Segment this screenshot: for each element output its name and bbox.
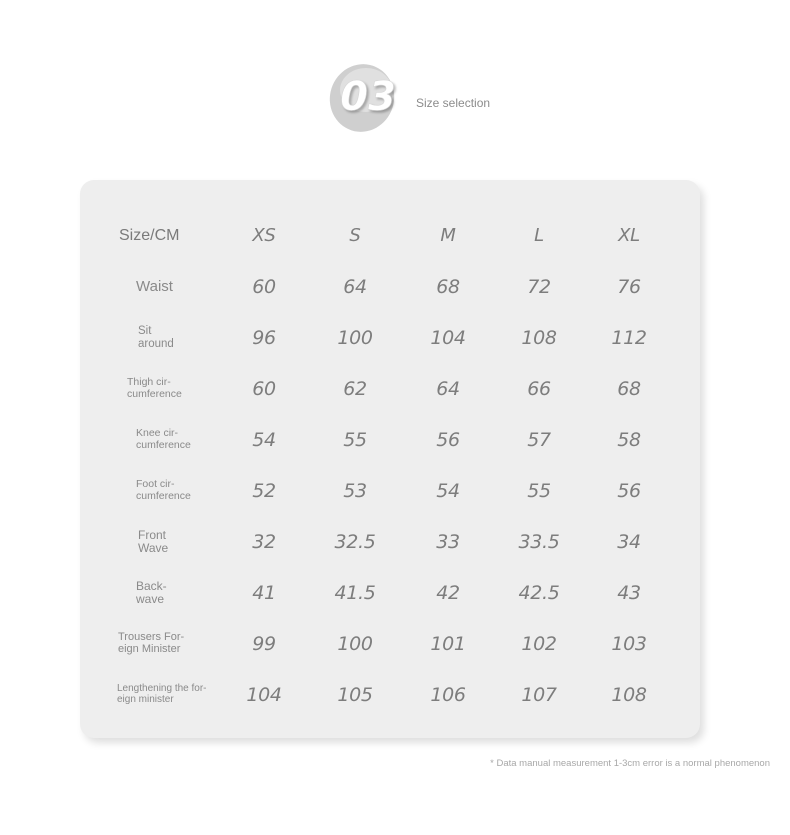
size-value-l: 108 (521, 326, 557, 349)
size-value-xl: 76 (617, 275, 641, 298)
size-value-xs: 52 (252, 479, 276, 502)
size-header-row (80, 210, 700, 261)
row-label-line: around (138, 337, 174, 350)
size-value-xl: 108 (611, 683, 647, 706)
table-row (80, 516, 700, 567)
row-label (138, 516, 168, 567)
row-label (118, 618, 184, 669)
size-value-m: 33 (436, 530, 460, 553)
size-value-xs: 60 (252, 275, 276, 298)
row-label-line: cumference (136, 489, 191, 502)
size-header-xl: XL (618, 225, 640, 246)
size-value-l: 33.5 (518, 530, 560, 553)
size-value-xs: 54 (252, 428, 276, 451)
size-value-l: 57 (527, 428, 551, 451)
row-label-line: Trousers For- (118, 630, 185, 643)
size-value-m: 106 (430, 683, 466, 706)
size-value-xs: 99 (252, 632, 276, 655)
row-label (117, 669, 207, 720)
row-label-text (117, 684, 207, 705)
size-value-xl: 103 (611, 632, 647, 655)
section-number-badge (324, 60, 410, 132)
size-value-s: 100 (337, 632, 373, 655)
size-value-m: 56 (436, 428, 460, 451)
measurement-footnote: * Data manual measurement 1-3cm error is a normal phenomenon (490, 758, 770, 769)
size-header-m: M (440, 225, 456, 246)
size-value-xs: 104 (246, 683, 282, 706)
row-label-line: eign Minister (118, 642, 181, 655)
table-row (80, 465, 700, 516)
size-header-s: S (349, 225, 361, 246)
size-value-s: 53 (343, 479, 367, 502)
row-label (136, 567, 167, 618)
size-value-l: 42.5 (518, 581, 560, 604)
size-value-m: 42 (436, 581, 460, 604)
row-label-text (136, 580, 167, 605)
size-value-xs: 41 (252, 581, 276, 604)
table-row (80, 669, 700, 720)
row-label (127, 363, 182, 414)
row-label-text (136, 428, 191, 450)
size-value-m: 68 (436, 275, 460, 298)
size-value-s: 41.5 (334, 581, 376, 604)
size-value-xs: 32 (252, 530, 276, 553)
row-label-text (138, 325, 174, 349)
row-label-line: Back- (136, 578, 167, 593)
row-label (138, 312, 174, 363)
row-label (136, 261, 173, 312)
corner-label-text: Size/CM (119, 226, 180, 244)
size-value-s: 100 (337, 326, 373, 349)
size-value-l: 55 (527, 479, 551, 502)
row-label-line: eign minister (117, 693, 174, 705)
size-value-s: 105 (337, 683, 373, 706)
row-label-line: Thigh cir- (127, 376, 171, 389)
size-value-l: 66 (527, 377, 551, 400)
size-header-l: L (534, 225, 544, 246)
row-label-text (138, 529, 168, 554)
size-value-xs: 60 (252, 377, 276, 400)
section-title: Size selection (416, 96, 491, 110)
size-value-xl: 58 (617, 428, 641, 451)
row-label-line: cumference (136, 438, 191, 451)
size-value-l: 107 (521, 683, 557, 706)
section-header (320, 56, 520, 140)
corner-label (119, 210, 179, 261)
table-row (80, 414, 700, 465)
row-label-line: Knee cir- (136, 427, 179, 440)
size-value-xl: 112 (611, 326, 647, 349)
row-label-text (127, 377, 182, 399)
row-label-line: Lengthening the for- (117, 683, 207, 694)
section-number-text: 03 (340, 74, 396, 120)
table-row (80, 618, 700, 669)
row-label-text (118, 632, 184, 655)
row-label-line: cumference (127, 387, 182, 400)
size-value-m: 101 (430, 632, 466, 655)
row-label-line: Waist (136, 277, 173, 295)
size-value-xs: 96 (252, 326, 276, 349)
row-label-line: Foot cir- (136, 478, 175, 491)
row-label-line: Front (138, 527, 167, 542)
size-value-s: 32.5 (334, 530, 376, 553)
row-label-text (136, 279, 173, 295)
size-value-xl: 56 (617, 479, 641, 502)
size-value-l: 102 (521, 632, 557, 655)
size-value-m: 64 (436, 377, 460, 400)
size-value-s: 55 (343, 428, 367, 451)
size-value-m: 104 (430, 326, 466, 349)
size-value-s: 62 (343, 377, 367, 400)
row-label-line: Sit (138, 325, 152, 338)
table-row (80, 567, 700, 618)
size-header-xs: XS (252, 225, 276, 246)
table-row (80, 363, 700, 414)
size-value-xl: 68 (617, 377, 641, 400)
size-value-xl: 34 (617, 530, 641, 553)
row-label-text (136, 479, 191, 501)
size-chart-table (80, 210, 700, 720)
size-value-s: 64 (343, 275, 367, 298)
size-value-xl: 43 (617, 581, 641, 604)
table-row (80, 312, 700, 363)
row-label-line: wave (136, 591, 165, 606)
row-label-line: Wave (138, 540, 169, 555)
row-label (136, 414, 191, 465)
size-value-l: 72 (527, 275, 551, 298)
row-label (136, 465, 191, 516)
table-row (80, 261, 700, 312)
size-chart-card (80, 180, 700, 738)
size-value-m: 54 (436, 479, 460, 502)
